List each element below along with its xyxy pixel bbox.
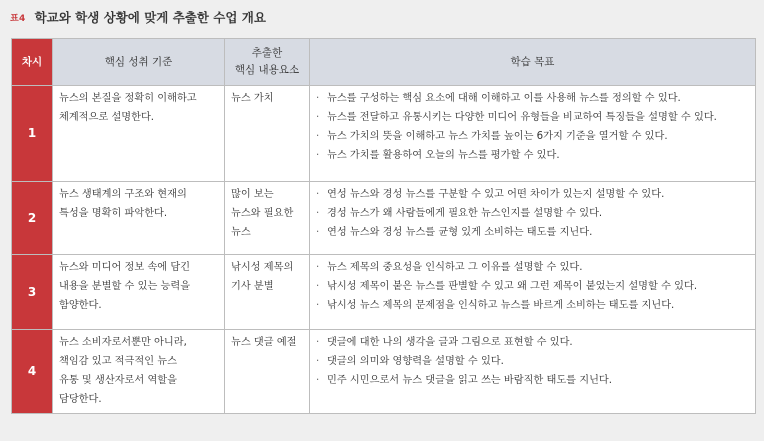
bullet-icon: · bbox=[316, 189, 320, 200]
round-number: 3 bbox=[12, 255, 53, 330]
elements-cell: 뉴스 댓글 예절 bbox=[225, 330, 310, 414]
goal-item: · 뉴스 제목의 중요성을 인식하고 그 이유를 설명할 수 있다. bbox=[316, 258, 749, 277]
standard-cell: 뉴스와 미디어 정보 속에 담긴 내용을 분별할 수 있는 능력을 함양한다. bbox=[53, 255, 225, 330]
bullet-icon: · bbox=[316, 93, 320, 104]
header-round: 차시 bbox=[12, 39, 53, 86]
table-row bbox=[12, 182, 756, 255]
bullet-icon: · bbox=[316, 375, 320, 386]
bullet-icon: · bbox=[316, 150, 320, 161]
goals-cell bbox=[310, 255, 756, 330]
goal-item: · 민주 시민으로서 뉴스 댓글을 읽고 쓰는 바람직한 태도를 지닌다. bbox=[316, 371, 749, 390]
bullet-icon: · bbox=[316, 281, 320, 292]
elements-cell: 많이 보는 뉴스와 필요한 뉴스 bbox=[225, 182, 310, 255]
header-standard: 핵심 성취 기준 bbox=[53, 39, 225, 86]
round-number: 4 bbox=[12, 330, 53, 414]
bullet-icon: · bbox=[316, 300, 320, 311]
header-elements: 추출한 핵심 내용요소 bbox=[225, 39, 310, 86]
standard-cell: 뉴스 생태계의 구조와 현재의 특성을 명확히 파악한다. bbox=[53, 182, 225, 255]
elements-cell: 낚시성 제목의 기사 분별 bbox=[225, 255, 310, 330]
bullet-icon: · bbox=[316, 112, 320, 123]
table-number-label: 표4 bbox=[10, 13, 26, 24]
bullet-icon: · bbox=[316, 208, 320, 219]
lesson-outline-table bbox=[11, 38, 756, 414]
bullet-icon: · bbox=[316, 227, 320, 238]
goal-item: · 뉴스 가치를 활용하여 오늘의 뉴스를 평가할 수 있다. bbox=[316, 146, 749, 165]
goal-item: · 뉴스를 구성하는 핵심 요소에 대해 이해하고 이를 사용해 뉴스를 정의할 수 있다. bbox=[316, 89, 749, 108]
table-row bbox=[12, 86, 756, 182]
goal-item: · 낚시성 제목이 붙은 뉴스를 판별할 수 있고 왜 그런 제목이 붙었는지 설명할 수 있다. bbox=[316, 277, 749, 296]
table-row bbox=[12, 255, 756, 330]
goal-item: · 연성 뉴스와 경성 뉴스를 균형 있게 소비하는 태도를 지닌다. bbox=[316, 223, 749, 242]
table-header-row bbox=[12, 39, 756, 86]
goal-item: · 댓글의 의미와 영향력을 설명할 수 있다. bbox=[316, 352, 749, 371]
bullet-icon: · bbox=[316, 131, 320, 142]
round-number: 2 bbox=[12, 182, 53, 255]
bullet-icon: · bbox=[316, 356, 320, 367]
round-number: 1 bbox=[12, 86, 53, 182]
goal-item: · 뉴스를 전달하고 유통시키는 다양한 미디어 유형들을 비교하여 특징들을 설명할 수 있다. bbox=[316, 108, 749, 127]
standard-cell: 뉴스 소비자로서뿐만 아니라, 책임감 있고 적극적인 뉴스 유통 및 생산자로서 역할을 담당한다. bbox=[53, 330, 225, 414]
header-goals: 학습 목표 bbox=[310, 39, 756, 86]
table-title: 학교와 학생 상황에 맞게 추출한 수업 개요 bbox=[34, 10, 266, 25]
goals-cell bbox=[310, 182, 756, 255]
table-row bbox=[12, 330, 756, 414]
goals-cell bbox=[310, 86, 756, 182]
goal-item: · 낚시성 뉴스 제목의 문제점을 인식하고 뉴스를 바르게 소비하는 태도를 지닌다. bbox=[316, 296, 749, 315]
goal-item: · 뉴스 가치의 뜻을 이해하고 뉴스 가치를 높이는 6가지 기준을 열거할 수 있다. bbox=[316, 127, 749, 146]
elements-cell: 뉴스 가치 bbox=[225, 86, 310, 182]
goal-item: · 댓글에 대한 나의 생각을 글과 그림으로 표현할 수 있다. bbox=[316, 333, 749, 352]
goals-cell bbox=[310, 330, 756, 414]
goal-item: · 경성 뉴스가 왜 사람들에게 필요한 뉴스인지를 설명할 수 있다. bbox=[316, 204, 749, 223]
bullet-icon: · bbox=[316, 337, 320, 348]
goal-item: · 연성 뉴스와 경성 뉴스를 구분할 수 있고 어떤 차이가 있는지 설명할 수 있다. bbox=[316, 185, 749, 204]
standard-cell: 뉴스의 본질을 정확히 이해하고 체계적으로 설명한다. bbox=[53, 86, 225, 182]
bullet-icon: · bbox=[316, 262, 320, 273]
table-caption bbox=[10, 7, 266, 27]
